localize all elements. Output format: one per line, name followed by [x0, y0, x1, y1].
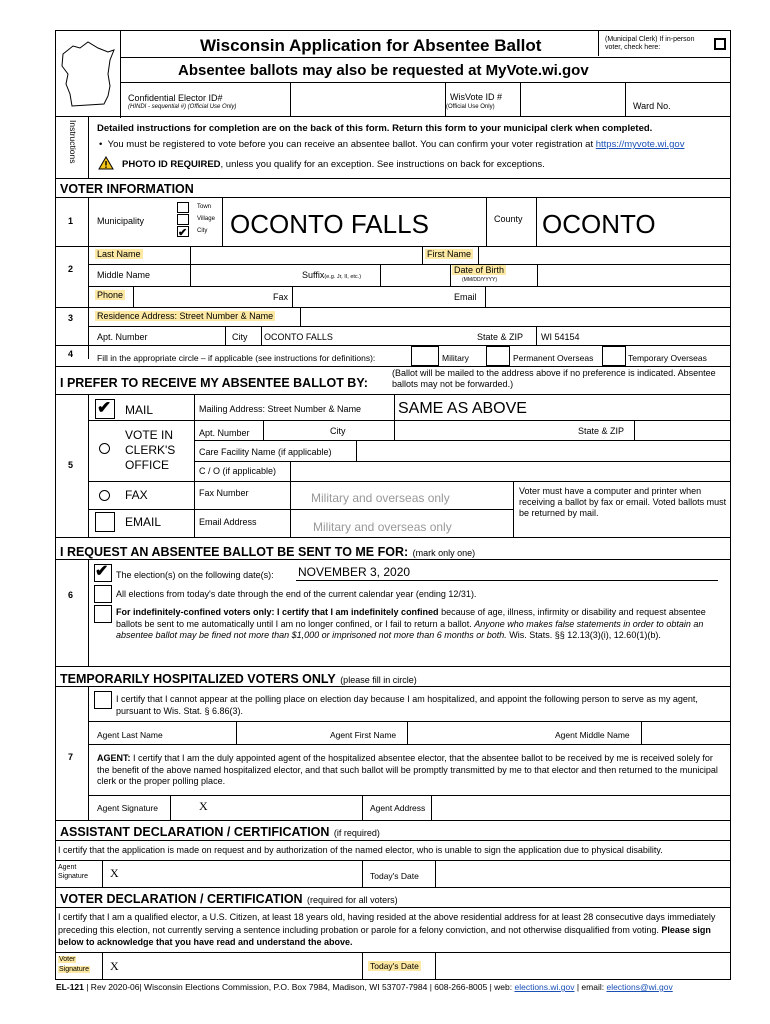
voter-decl-body: I certify that I am a qualified elector, a U.S. Citizen, at least 18 years old, having resided at the above residential address for at least 28 consecutive days immediately preceding this election, not currently serving a sentence including probation or parole for a felony conviction, and not otherwise disqualified from voting. — [58, 912, 716, 935]
county-value[interactable]: OCONTO — [542, 209, 656, 239]
phone-label: Phone — [97, 290, 124, 300]
confined-italic: Anyone who makes false statements in order to obtain an absentee ballot may be fined not more than $1,000 or imprisoned not more than 6 months or both. — [116, 618, 704, 640]
agent-bold: AGENT: — [97, 753, 131, 763]
email-label: Email — [454, 292, 477, 302]
city-label: City — [197, 228, 208, 234]
voter-sig-label-2: Signature — [59, 966, 89, 973]
county-label: County — [494, 214, 523, 224]
assistant-heading: ASSISTANT DECLARATION / CERTIFICATION — [60, 825, 330, 839]
city-row3-value[interactable]: OCONTO FALLS — [264, 332, 333, 342]
agent-address-label: Agent Address — [370, 803, 426, 813]
first-name-label: First Name — [427, 249, 472, 259]
agent-middle-label: Agent Middle Name — [555, 730, 630, 740]
computer-note: Voter must have a computer and printer when receiving a ballot by fax or email. Voted ballots must be returned by mail. — [519, 486, 727, 518]
mailing-address-label: Mailing Address: Street Number & Name — [199, 404, 362, 414]
indefinitely-confined-text — [116, 607, 722, 642]
voter-decl-heading-note: (required for all voters) — [307, 895, 398, 905]
fax-value[interactable]: Military and overseas only — [311, 491, 450, 505]
municipality-value[interactable]: OCONTO FALLS — [230, 209, 429, 239]
village-checkbox[interactable] — [177, 214, 189, 225]
assistant-sig-label-1: Agent — [58, 864, 77, 871]
myvote-link[interactable]: https://myvote.wi.gov — [595, 139, 685, 150]
apt-prefer-label: Apt. Number — [199, 428, 250, 438]
vote-in-label: VOTE IN — [125, 428, 174, 442]
hospital-checkbox[interactable] — [94, 691, 112, 709]
military-box[interactable] — [411, 346, 439, 366]
state-zip-label: State & ZIP — [477, 332, 524, 342]
hospital-certify: I certify that I cannot appear at the polling place on election day because I am hospitalized, and appoint the following person to serve as my agent, pursuant to Wis. Stat. § 6.86(3). — [116, 694, 698, 716]
form-number: EL-121 — [56, 982, 84, 992]
agent-statement — [97, 753, 725, 788]
residence-label: Residence Address: Street Number & Name — [97, 311, 274, 321]
care-facility-label: Care Facility Name (if applicable) — [199, 447, 332, 457]
assistant-date-label: Today's Date — [370, 871, 419, 881]
assistant-text: I certify that the application is made on request and by authorization of the named elector, who is unable to sign the application due to physical disability. — [58, 845, 663, 855]
in-person-checkbox[interactable] — [714, 38, 726, 50]
row-num-1: 1 — [68, 216, 74, 226]
row-num-2: 2 — [68, 264, 74, 274]
confined-bold-2: I certify that I am indefinitely confined — [277, 607, 439, 617]
mail-label: MAIL — [125, 403, 154, 417]
city-row3-label: City — [232, 332, 248, 342]
email-address-label: Email Address — [199, 517, 257, 527]
temp-overseas-box[interactable] — [602, 346, 626, 366]
row-num-4: 4 — [68, 349, 74, 359]
last-name-label: Last Name — [97, 249, 141, 259]
email-checkbox[interactable] — [95, 512, 115, 532]
fax-number-label: Fax Number — [199, 488, 249, 498]
assistant-heading-row — [60, 823, 380, 841]
form-subtitle: Absentee ballots may also be requested at MyVote.wi.gov — [178, 62, 589, 79]
photo-id-text: , unless you qualify for an exception. See instructions on back for exceptions. — [220, 159, 545, 170]
hospital-heading-note: (please fill in circle) — [340, 675, 417, 685]
voter-sig-label-1: Voter — [59, 956, 76, 963]
voter-signature-x[interactable]: X — [110, 959, 119, 973]
vote-in-office-circle[interactable] — [99, 443, 110, 454]
voter-info-heading: VOTER INFORMATION — [60, 182, 194, 196]
row-num-7: 7 — [68, 752, 74, 762]
wisvote-sub: (Official Use Only) — [446, 104, 495, 110]
email-value[interactable]: Military and overseas only — [313, 520, 452, 534]
voter-decl-heading-row — [60, 890, 398, 908]
footer — [56, 982, 673, 992]
apt-label: Apt. Number — [97, 332, 148, 342]
instructions-line2: • You must be registered to vote before you can receive an absentee ballot. You can confirm your voter registration at https://myvote.wi.gov — [99, 139, 685, 150]
prefer-note: (Ballot will be mailed to the address above if no preference is indicated. Absentee ballots may not be forwarded.) — [392, 368, 716, 389]
office-label: OFFICE — [125, 458, 169, 472]
row4-text: Fill in the appropriate circle – if applicable (see instructions for definitions): — [97, 353, 376, 363]
suffix-label — [302, 270, 361, 280]
perm-overseas-label: Permanent Overseas — [513, 353, 594, 363]
confined-statute: Wis. Stats. §§ 12.13(3)(i), 12.60(1)(b). — [509, 630, 661, 640]
agent-text: I certify that I am the duly appointed agent of the hospitalized absentee elector, that the absentee ballot to be received by me is received solely for the benefit of the above named hospitalized elector, and that such ballot will be promptly transmitted by me to that elector and then returned to the municipal clerk or the proper polling place. — [97, 753, 718, 786]
confidential-sub: (HINDI - sequential #) (Official Use Only) — [128, 104, 237, 110]
confined-bold-1: For indefinitely-confined voters only: — [116, 607, 275, 617]
all-elections-checkbox[interactable] — [94, 585, 112, 603]
fax-option-label: FAX — [125, 488, 148, 502]
assistant-sig-label-2: Signature — [58, 873, 88, 880]
agent-first-label: Agent First Name — [330, 730, 397, 740]
election-date-value[interactable]: NOVEMBER 3, 2020 — [298, 565, 411, 579]
city-check-mark: ✔ — [178, 227, 188, 239]
prefer-heading: I PREFER TO RECEIVE MY ABSENTEE BALLOT BY: — [60, 376, 368, 390]
election-date-label: The election(s) on the following date(s): — [116, 570, 274, 580]
form-title: Wisconsin Application for Absentee Ballot — [200, 36, 542, 55]
voter-decl-text — [58, 911, 726, 949]
request-heading: I REQUEST AN ABSENTEE BALLOT BE SENT TO ME FOR: — [60, 545, 409, 559]
instructions-line2-text: You must be registered to vote before you can receive an absentee ballot. You can confirm your voter registration at — [107, 139, 594, 150]
voter-decl-heading: VOTER DECLARATION / CERTIFICATION — [60, 892, 303, 906]
mailing-value[interactable]: SAME AS ABOVE — [398, 400, 527, 417]
fax-label: Fax — [273, 292, 289, 302]
confidential-label: Confidential Elector ID# — [128, 93, 223, 103]
email-option-label: EMAIL — [125, 515, 162, 529]
photo-id-required: PHOTO ID REQUIRED — [122, 159, 221, 170]
state-zip-value[interactable]: WI 54154 — [541, 332, 580, 342]
indefinitely-confined-checkbox[interactable] — [94, 605, 112, 623]
state-zip-prefer-label: State & ZIP — [578, 426, 625, 436]
military-label: Military — [442, 353, 469, 363]
row-num-3: 3 — [68, 313, 74, 323]
town-label: Town — [197, 204, 212, 210]
assistant-signature-x[interactable]: X — [110, 866, 119, 880]
footer-text: | Rev 2020-06| Wisconsin Elections Commission, P.O. Box 7984, Madison, WI 53707-7984 | 608-266-8005 | web: — [83, 982, 515, 992]
footer-web-link[interactable]: elections.wi.gov — [514, 982, 575, 992]
agent-last-label: Agent Last Name — [97, 730, 163, 740]
all-elections-label: All elections from today's date through the end of the current calendar year (ending 12/31). — [116, 589, 477, 599]
fax-circle[interactable] — [99, 490, 110, 501]
ward-label: Ward No. — [633, 101, 671, 111]
co-label: C / O (if applicable) — [199, 466, 277, 476]
election-date-check-mark: ✔ — [95, 563, 109, 580]
municipality-label: Municipality — [97, 216, 145, 226]
hospital-heading: TEMPORARILY HOSPITALIZED VOTERS ONLY — [60, 672, 336, 686]
temp-overseas-label: Temporary Overseas — [628, 353, 707, 363]
footer-email-link[interactable]: elections@wi.gov — [606, 982, 673, 992]
suffix-sub: (e.g. Jr, II, etc.) — [324, 274, 362, 280]
row-num-5: 5 — [68, 460, 74, 470]
warning-icon — [98, 156, 114, 175]
clerks-label: CLERK'S — [125, 443, 176, 457]
mail-check-mark: ✔ — [97, 398, 112, 417]
dob-label: Date of Birth — [454, 265, 505, 275]
middle-name-label: Middle Name — [97, 270, 151, 280]
village-label: Village — [197, 216, 215, 222]
voter-decl-bold: Please sign below to acknowledge that you have read and understand the above. — [58, 924, 711, 947]
assistant-heading-note: (if required) — [333, 828, 380, 838]
instructions-line3 — [122, 159, 545, 170]
instructions-line1: Detailed instructions for completion are on the back of this form. Return this form to your municipal clerk when completed. — [97, 123, 653, 134]
city-prefer-label: City — [330, 426, 346, 436]
dob-sub: (MM/DD/YYYY) — [462, 277, 497, 283]
instructions-side-label: Instructions — [68, 120, 78, 164]
wisvote-label: WisVote ID # — [450, 92, 503, 102]
agent-signature-label: Agent Signature — [97, 803, 158, 813]
request-heading-note: (mark only one) — [412, 548, 476, 558]
footer-email-label: | email: — [574, 982, 607, 992]
voter-date-label: Today's Date — [370, 961, 419, 971]
wisconsin-map-icon — [58, 34, 120, 114]
clerk-note: (Municipal Clerk) If in-person voter, check here: — [605, 36, 695, 51]
confined-rest: because of age, illness, infirmity or disability and request absentee ballots be sent to me automatically until I am no longer confined, or I fail to return a ballot. — [116, 607, 706, 629]
perm-overseas-box[interactable] — [486, 346, 510, 366]
suffix-text: Suffix — [302, 270, 325, 280]
agent-signature-x[interactable]: X — [199, 799, 208, 813]
town-checkbox[interactable] — [177, 202, 189, 213]
row-num-6: 6 — [68, 590, 74, 600]
